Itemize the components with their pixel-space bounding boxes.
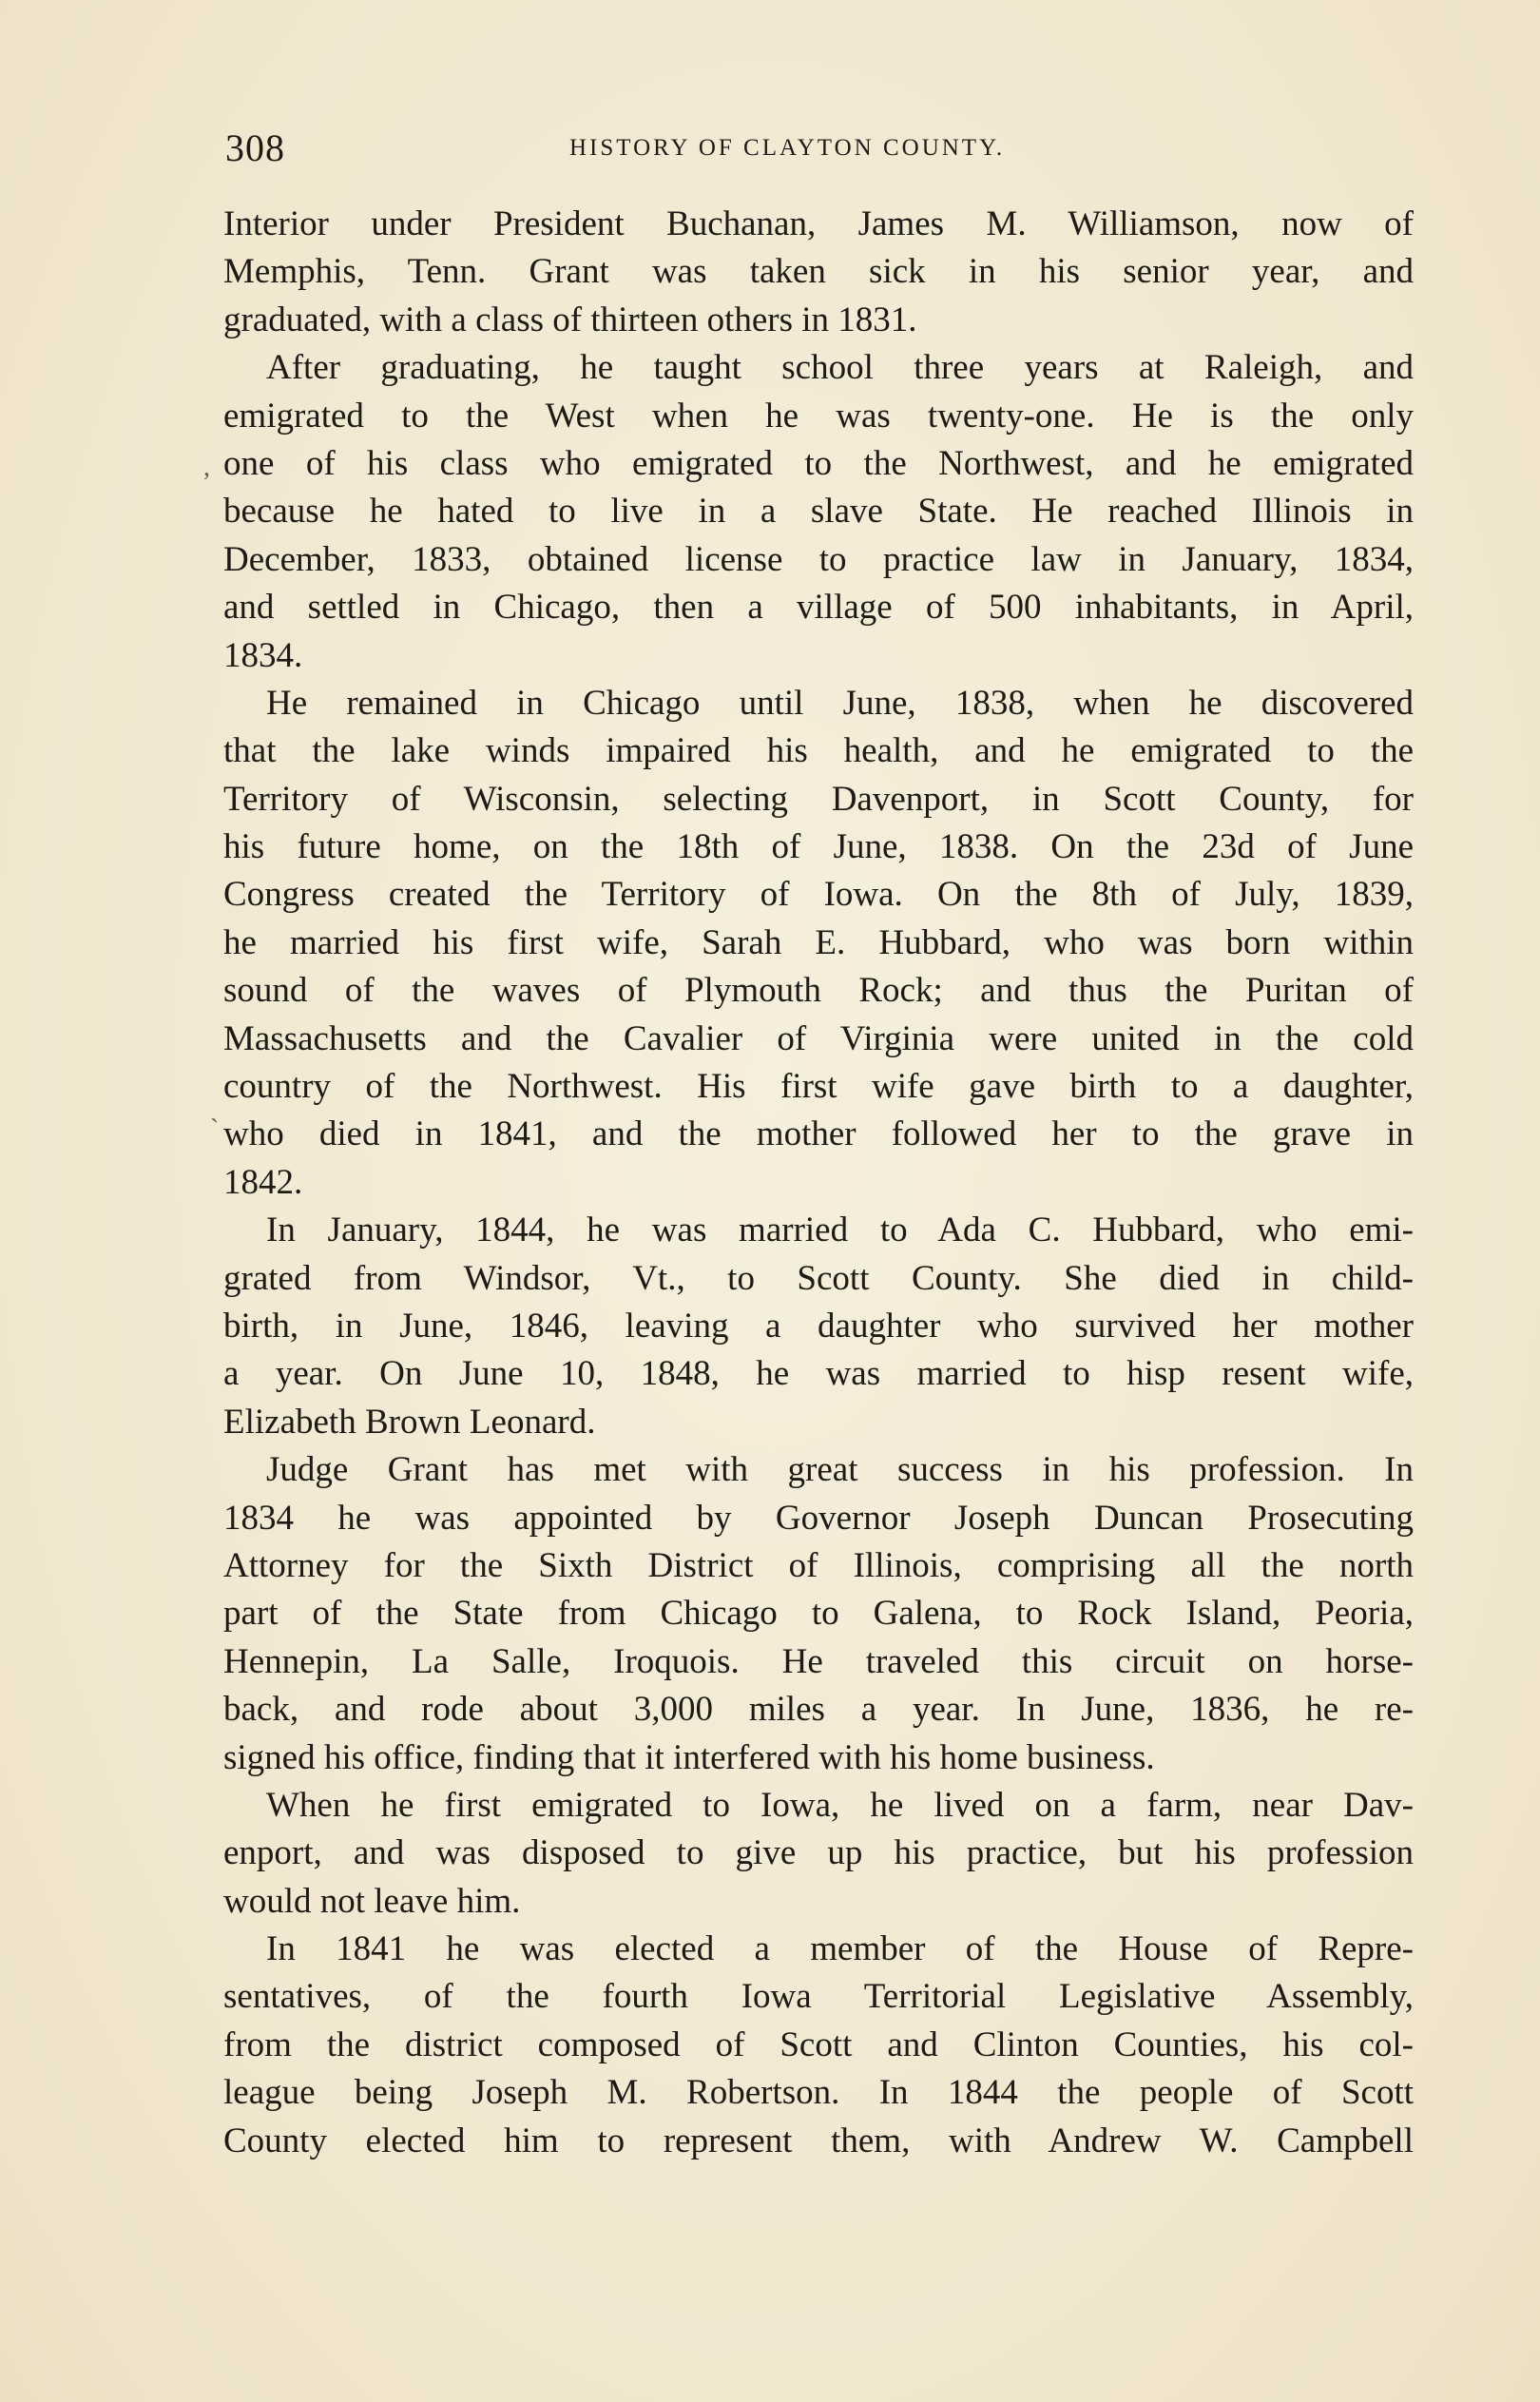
page-number: 308 xyxy=(225,126,285,169)
text-line: graduated, with a class of thirteen others in 1831. xyxy=(223,300,917,339)
text-line: would not leave him. xyxy=(223,1881,521,1921)
text-line: sound of the waves of Plymouth Rock; and thus the Puritan of xyxy=(223,971,1414,1011)
text-line: Hennepin, La Salle, Iroquois. He traveled this circuit on horse- xyxy=(223,1641,1414,1681)
margin-mark: , xyxy=(203,453,210,482)
text-line: a year. On June 10, 1848, he was married to hisp resent wife, xyxy=(223,1354,1414,1394)
text-line: Massachusetts and the Cavalier of Virginia were united in the cold xyxy=(223,1018,1414,1058)
text-line: sentatives, of the fourth Iowa Territorial Legislative Assembly, xyxy=(223,1977,1414,2017)
text-line: In January, 1844, he was married to Ada C. Hubbard, who emi- xyxy=(266,1211,1414,1250)
text-line: When he first emigrated to Iowa, he lived on a farm, near Dav- xyxy=(266,1785,1414,1825)
running-title: HISTORY OF CLAYTON COUNTY. xyxy=(569,135,1006,161)
text-line: from the district composed of Scott and Clinton Counties, his col- xyxy=(223,2024,1414,2064)
text-line: 1834 he was appointed by Governor Joseph Duncan Prosecuting xyxy=(223,1498,1414,1538)
text-line: enport, and was disposed to give up his practice, but his profession xyxy=(223,1833,1414,1873)
text-line: County elected him to represent them, with Andrew W. Campbell xyxy=(223,2121,1414,2160)
text-line: Territory of Wisconsin, selecting Davenport, in Scott County, for xyxy=(223,779,1414,819)
text-line: In 1841 he was elected a member of the House of Repre- xyxy=(266,1929,1414,1969)
page-header xyxy=(225,126,1176,173)
text-line: Judge Grant has met with great success in his profession. In xyxy=(266,1450,1414,1490)
text-line: emigrated to the West when he was twenty-one. He is the only xyxy=(223,396,1414,436)
text-line: and settled in Chicago, then a village of 500 inhabitants, in April, xyxy=(223,588,1414,628)
text-line: his future home, on the 18th of June, 1838. On the 23d of June xyxy=(223,827,1414,867)
text-line: that the lake winds impaired his health, and he emigrated to the xyxy=(223,731,1414,771)
text-line: Attorney for the Sixth District of Illinois, comprising all the north xyxy=(223,1545,1414,1585)
text-line: After graduating, he taught school three years at Raleigh, and xyxy=(266,348,1414,388)
text-line: because he hated to live in a slave State. He reached Illinois in xyxy=(223,492,1414,532)
text-line: back, and rode about 3,000 miles a year. In June, 1836, he re- xyxy=(223,1690,1414,1730)
text-line: grated from Windsor, Vt., to Scott County. She died in child- xyxy=(223,1258,1414,1298)
text-line: who died in 1841, and the mother followed her to the grave in xyxy=(223,1114,1414,1154)
text-line: 1834. xyxy=(223,635,303,675)
text-line: part of the State from Chicago to Galena, to Rock Island, Peoria, xyxy=(223,1594,1414,1634)
text-line: 1842. xyxy=(223,1162,303,1202)
text-line: he married his first wife, Sarah E. Hubbard, who was born within xyxy=(223,922,1414,962)
text-line: Congress created the Territory of Iowa. On the 8th of July, 1839, xyxy=(223,875,1414,915)
text-line: signed his office, finding that it interfered with his home business. xyxy=(223,1737,1155,1777)
text-line: one of his class who emigrated to the Northwest, and he emigrated xyxy=(223,443,1414,483)
text-line: Elizabeth Brown Leonard. xyxy=(223,1402,596,1442)
text-line: league being Joseph M. Robertson. In 1844 the people of Scott xyxy=(223,2073,1414,2113)
text-line: December, 1833, obtained license to practice law in January, 1834, xyxy=(223,539,1414,579)
text-line: birth, in June, 1846, leaving a daughter who survived her mother xyxy=(223,1306,1414,1346)
body-text xyxy=(223,201,1414,2165)
text-line: He remained in Chicago until June, 1838, when he discovered xyxy=(266,683,1414,723)
text-line: Interior under President Buchanan, James M. Williamson, now of xyxy=(223,204,1414,243)
text-line: Memphis, Tenn. Grant was taken sick in his senior year, and xyxy=(223,252,1414,292)
text-line: country of the Northwest. His first wife gave birth to a daughter, xyxy=(223,1067,1414,1107)
margin-mark: ` xyxy=(210,1114,220,1144)
